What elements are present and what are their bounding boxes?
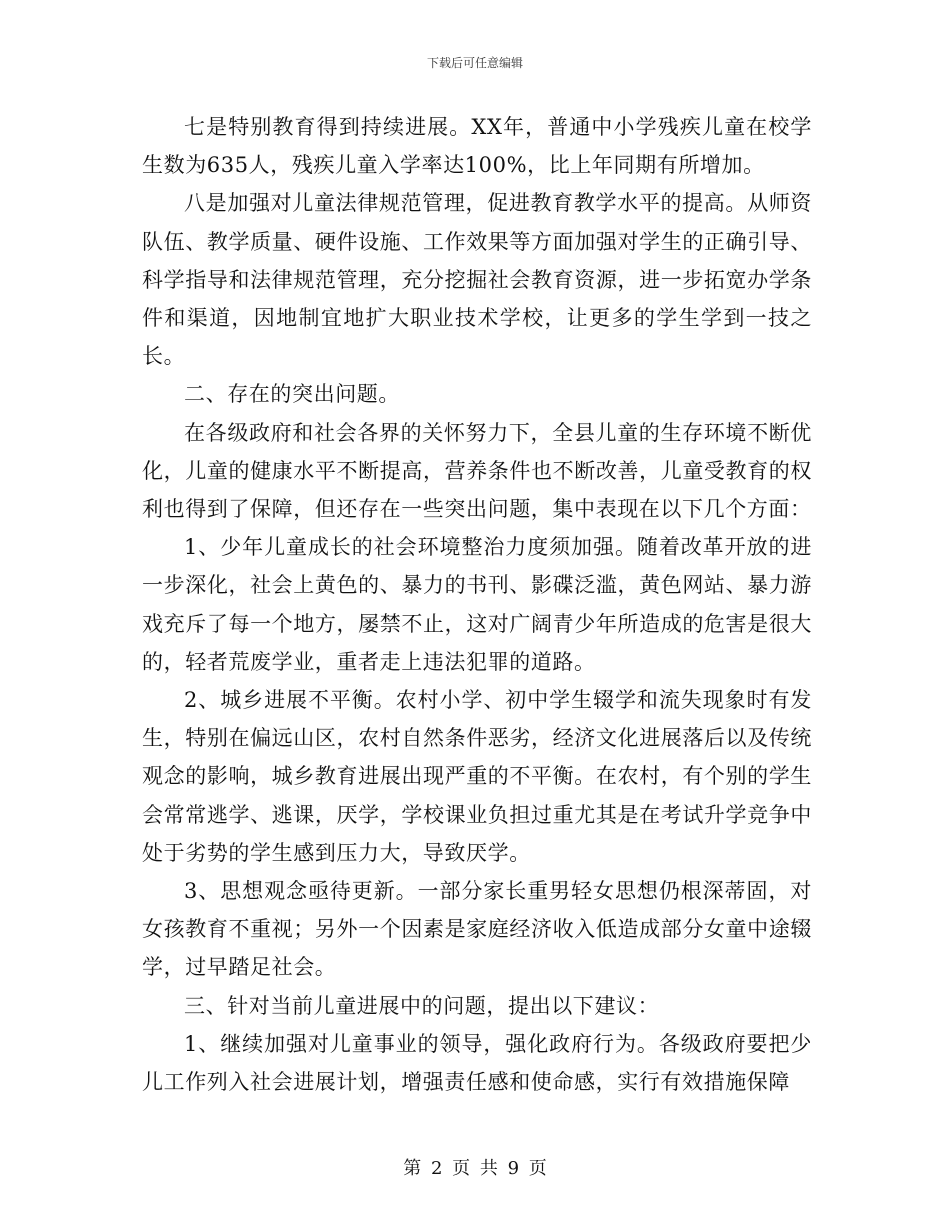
paragraph: 七是特别教育得到持续进展。XX年，普通中小学残疾儿童在校学生数为635人，残疾儿童入学率达100%，比上年同期有所增加。	[142, 115, 812, 178]
paragraph: 1、继续加强对儿童事业的领导，强化政府行为。各级政府要把少儿工作列入社会进展计划，增强责任感和使命感，实行有效措施保障	[142, 1031, 812, 1095]
paragraph: 3、思想观念亟待更新。一部分家长重男轻女思想仍根深蒂固，对女孩教育不重视；另外一个因素是家庭经济收入低造成部分女童中途辍学，过早踏足社会。	[142, 879, 812, 980]
paragraph: 2、城乡进展不平衡。农村小学、初中学生辍学和流失现象时有发生，特别在偏远山区，农村自然条件恶劣，经济文化进展落后以及传统观念的影响，城乡教育进展出现严重的不平衡。在农村，有个别的学生会常常逃学、逃课，厌学，学校课业负担过重尤其是在考试升学竞争中处于劣势的学生感到压力大，导致厌学。	[142, 688, 812, 865]
paragraph: 1、少年儿童成长的社会环境整治力度须加强。随着改革开放的进一步深化，社会上黄色的、暴力的书刊、影碟泛滥，黄色网站、暴力游戏充斥了每一个地方，屡禁不止，这对广阔青少年所造成的危害是很大的，轻者荒废学业，重者走上违法犯罪的道路。	[142, 535, 812, 674]
paragraph: 在各级政府和社会各界的关怀努力下，全县儿童的生存环境不断优化，儿童的健康水平不断提高，营养条件也不断改善，儿童受教育的权利也得到了保障，但还存在一些突出问题，集中表现在以下几个方面：	[142, 420, 812, 522]
document-body	[142, 108, 812, 1101]
section-heading: 三、针对当前儿童进展中的问题，提出以下建议：	[184, 993, 660, 1018]
section-heading: 二、存在的突出问题。	[184, 382, 400, 407]
page-header: 下载后可任意编辑	[426, 56, 523, 70]
paragraph: 八是加强对儿童法律规范管理，促进教育教学水平的提高。从师资队伍、教学质量、硬件设施、工作效果等方面加强对学生的正确引导、科学指导和法律规范管理，充分挖掘社会教育资源，进一步拓宽办学条件和渠道，因地制宜地扩大职业技术学校，让更多的学生学到一技之长。	[142, 191, 812, 369]
page-number: 第 2 页 共 9 页	[403, 1158, 547, 1179]
